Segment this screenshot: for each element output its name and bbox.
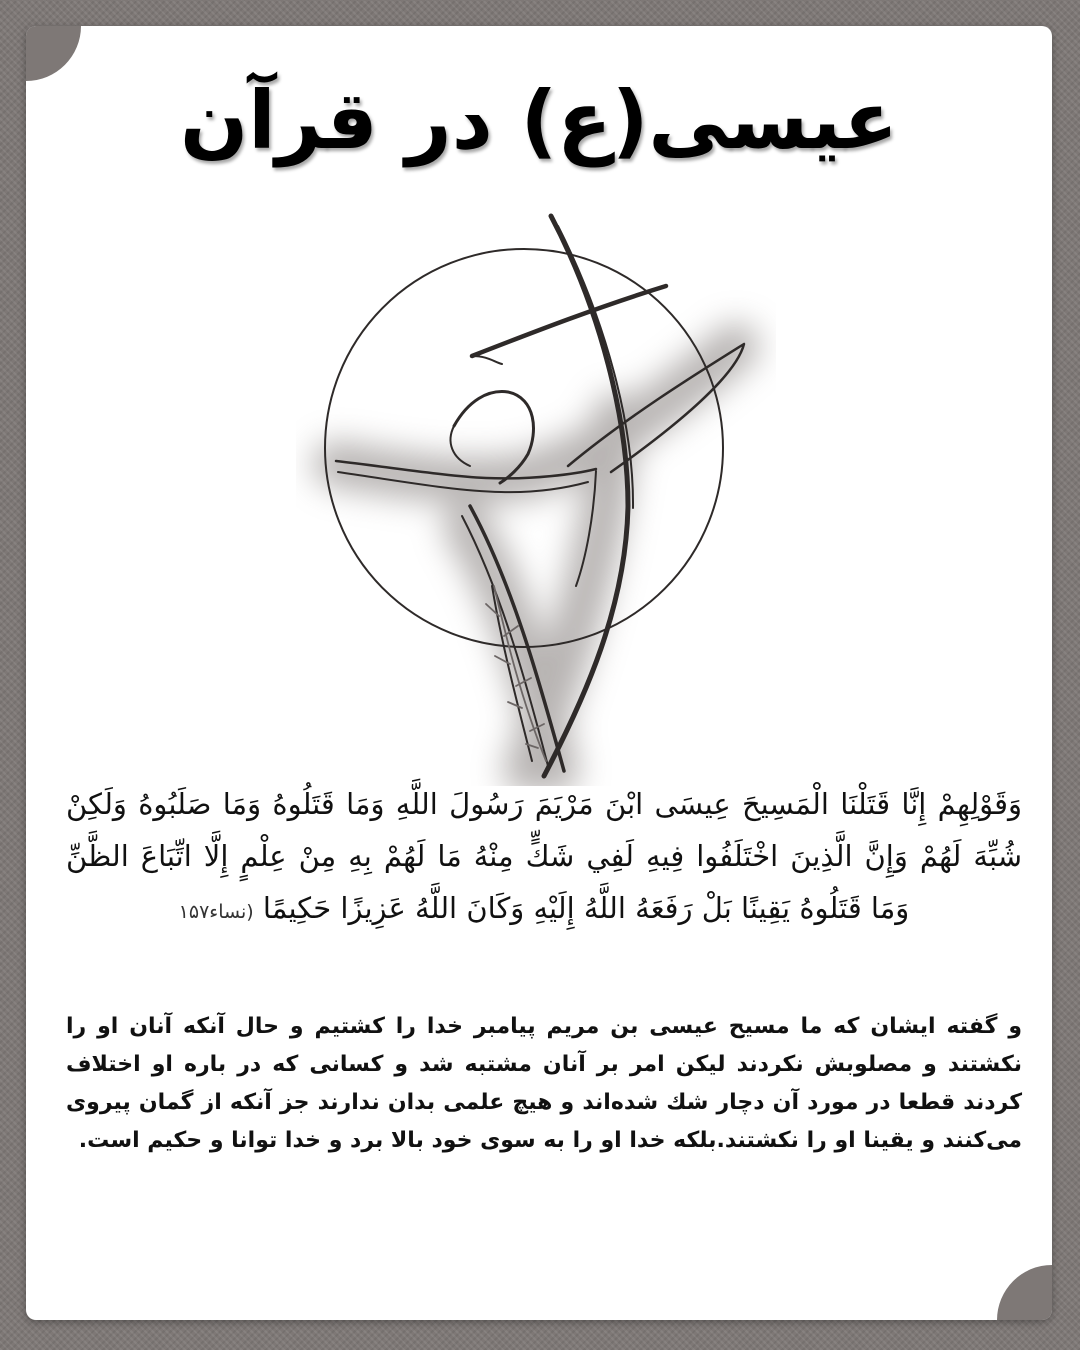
corner-cutout-bottom-right — [997, 1265, 1052, 1320]
emblem-glow — [336, 346, 736, 771]
page-title: عیسی(ع) در قرآن — [179, 74, 899, 167]
verse-translation: و گفته ایشان که ما مسیح عیسی بن مریم پیامبر خدا را کشتیم و حال آنکه آنان او را نکشتند و مصلوبش نکردند لیکن امر بر آنان مشتبه شد و کسانی که در باره او اختلاف کردند قطعا در مورد آن دچار شك شده‌اند و هیچ علمی بدان ندارند جز آنکه از گمان پیروی می‌کنند و یقینا او را نکشتند.بلکه خدا او را به سوی خود بالا برد و خدا توانا و حکیم است. — [66, 1014, 1022, 1153]
quran-verse — [66, 778, 1022, 938]
crucifixion-figure-emblem-icon — [296, 186, 776, 786]
verse-reference: (نساء۱۵۷ — [178, 901, 254, 923]
halo-circle — [325, 249, 723, 647]
verse-text: وَقَوْلِهِمْ إِنَّا قَتَلْنَا الْمَسِيحَ عِيسَى ابْنَ مَرْيَمَ رَسُولَ اللَّهِ وَمَا قَتَلُوهُ وَمَا صَلَبُوهُ وَلَكِنْ شُبِّهَ لَهُمْ وَإِنَّ الَّذِينَ اخْتَلَفُوا فِيهِ لَفِي شَكٍّ مِنْهُ مَا لَهُمْ بِهِ مِنْ عِلْمٍ إِلَّا اتِّبَاعَ الظَّنِّ وَمَا قَتَلُوهُ يَقِينًا بَلْ رَفَعَهُ اللَّهُ إِلَيْهِ وَكَانَ اللَّهُ عَزِيزًا حَكِيمًا — [66, 787, 1022, 925]
post-card — [26, 26, 1052, 1320]
